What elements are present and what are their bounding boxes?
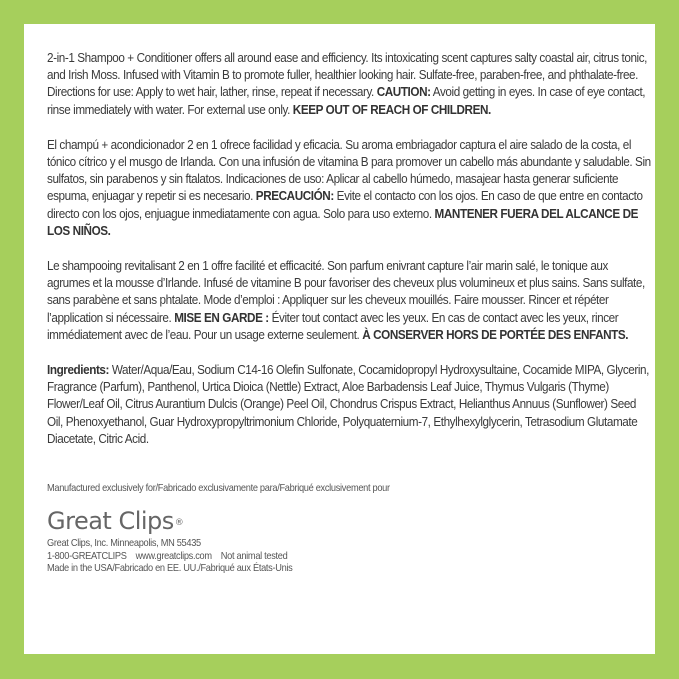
- registered-mark: ®: [174, 518, 184, 529]
- spanish-caution-label: PRECAUCIÓN:: [255, 189, 334, 204]
- french-description: [47, 258, 652, 344]
- spanish-description: [47, 137, 652, 240]
- english-caution-label: CAUTION:: [376, 85, 431, 100]
- spanish-warning: MANTENER FUERA DEL ALCANCE DE LOS NIÑOS.: [47, 206, 639, 238]
- spanish-caution-text: Evite el contacto con los ojos. En caso de que entre en contacto directo con los ojos, enjuague inmediatamente con agua. Solo para uso externo.: [47, 189, 643, 221]
- english-text: 2-in-1 Shampoo + Conditioner offers all around ease and efficiency. Its intoxicating scent captures salty coastal air, citrus tonic, and Irish Moss. Infused with Vitamin B to promote fuller, healthier looking hair. Sulfate-free, paraben-free, and phthalate-free. Directions for use: Apply to wet hair, lather, rinse, repeat if necessary.: [47, 51, 648, 100]
- french-caution-label: MISE EN GARDE :: [174, 310, 269, 325]
- ingredients-list: [47, 362, 652, 448]
- ingredients-label: Ingredients:: [47, 363, 110, 378]
- ingredients-text: Water/Aqua/Eau, Sodium C14-16 Olefin Sulfonate, Cocamidopropyl Hydroxysultaine, Cocamide MIPA, Glycerin, Fragrance (Parfum), Panthenol, Urtica Dioica (Nettle) Extract, Aloe Barbadensis Leaf Juice, Thymus Vulgaris (Thyme) Flower/Leaf Oil, Citrus Aurantium Dulcis (Orange) Peel Oil, Chondrus Crispus Extract, Helianthus Annuus (Sunflower) Seed Oil, Phenoxyethanol, Guar Hydroxypropyltrimonium Chloride, Polyquaternium-7, Ethylhexylglycerin, Tetrasodium Glutamate Diacetate, Citric Acid.: [47, 363, 649, 446]
- great-clips-logo: [47, 508, 633, 534]
- label-panel: [24, 24, 655, 654]
- english-warning: KEEP OUT OF REACH OF CHILDREN.: [292, 102, 491, 117]
- company-contact: 1-800-GREATCLIPS www.greatclips.com Not animal tested: [47, 549, 288, 562]
- french-caution-text: Éviter tout contact avec les yeux. En cas de contact avec les yeux, rincer immédiatement avec de l’eau. Pour un usage externe seulement.: [47, 310, 619, 342]
- brand-name: Great Clips: [47, 507, 174, 536]
- made-in: Made in the USA/Fabricado en EE. UU./Fabriqué aux États-Unis: [47, 562, 293, 575]
- english-description: [47, 50, 652, 119]
- french-text: Le shampooing revitalisant 2 en 1 offre facilité et efficacité. Son parfum enivrant capture l’air marin salé, le tonique aux agrumes et la mousse d’Irlande. Infusé de vitamine B pour favoriser des cheveux plus volumineux et plus sains. Sans sulfate, sans parabène et sans phtalate. Mode d’emploi : Appliquer sur les cheveux mouillés. Faire mousser. Rincer et répéter l’application si nécessaire.: [47, 259, 645, 325]
- english-caution-text: Avoid getting in eyes. In case of eye contact, rinse immediately with water. For external use only.: [47, 85, 646, 117]
- french-warning: À CONSERVER HORS DE PORTÉE DES ENFANTS.: [362, 327, 629, 342]
- company-address: Great Clips, Inc. Minneapolis, MN 55435: [47, 537, 201, 550]
- manufactured-for: Manufactured exclusively for/Fabricado exclusivamente para/Fabriqué exclusivement pour: [47, 482, 390, 495]
- spanish-text: El champú + acondicionador 2 en 1 ofrece facilidad y eficacia. Su aroma embriagador captura el aire salado de la costa, el tónico cítrico y el musgo de Irlanda. Con una infusión de vitamina B para promover un cabello más abundante y saludable. Sin sulfatos, sin parabenos y sin ftalatos. Indicaciones de uso: Aplicar al cabello húmedo, masajear hasta generar suficiente espuma, enjuagar y repetir si es necesario.: [47, 137, 651, 204]
